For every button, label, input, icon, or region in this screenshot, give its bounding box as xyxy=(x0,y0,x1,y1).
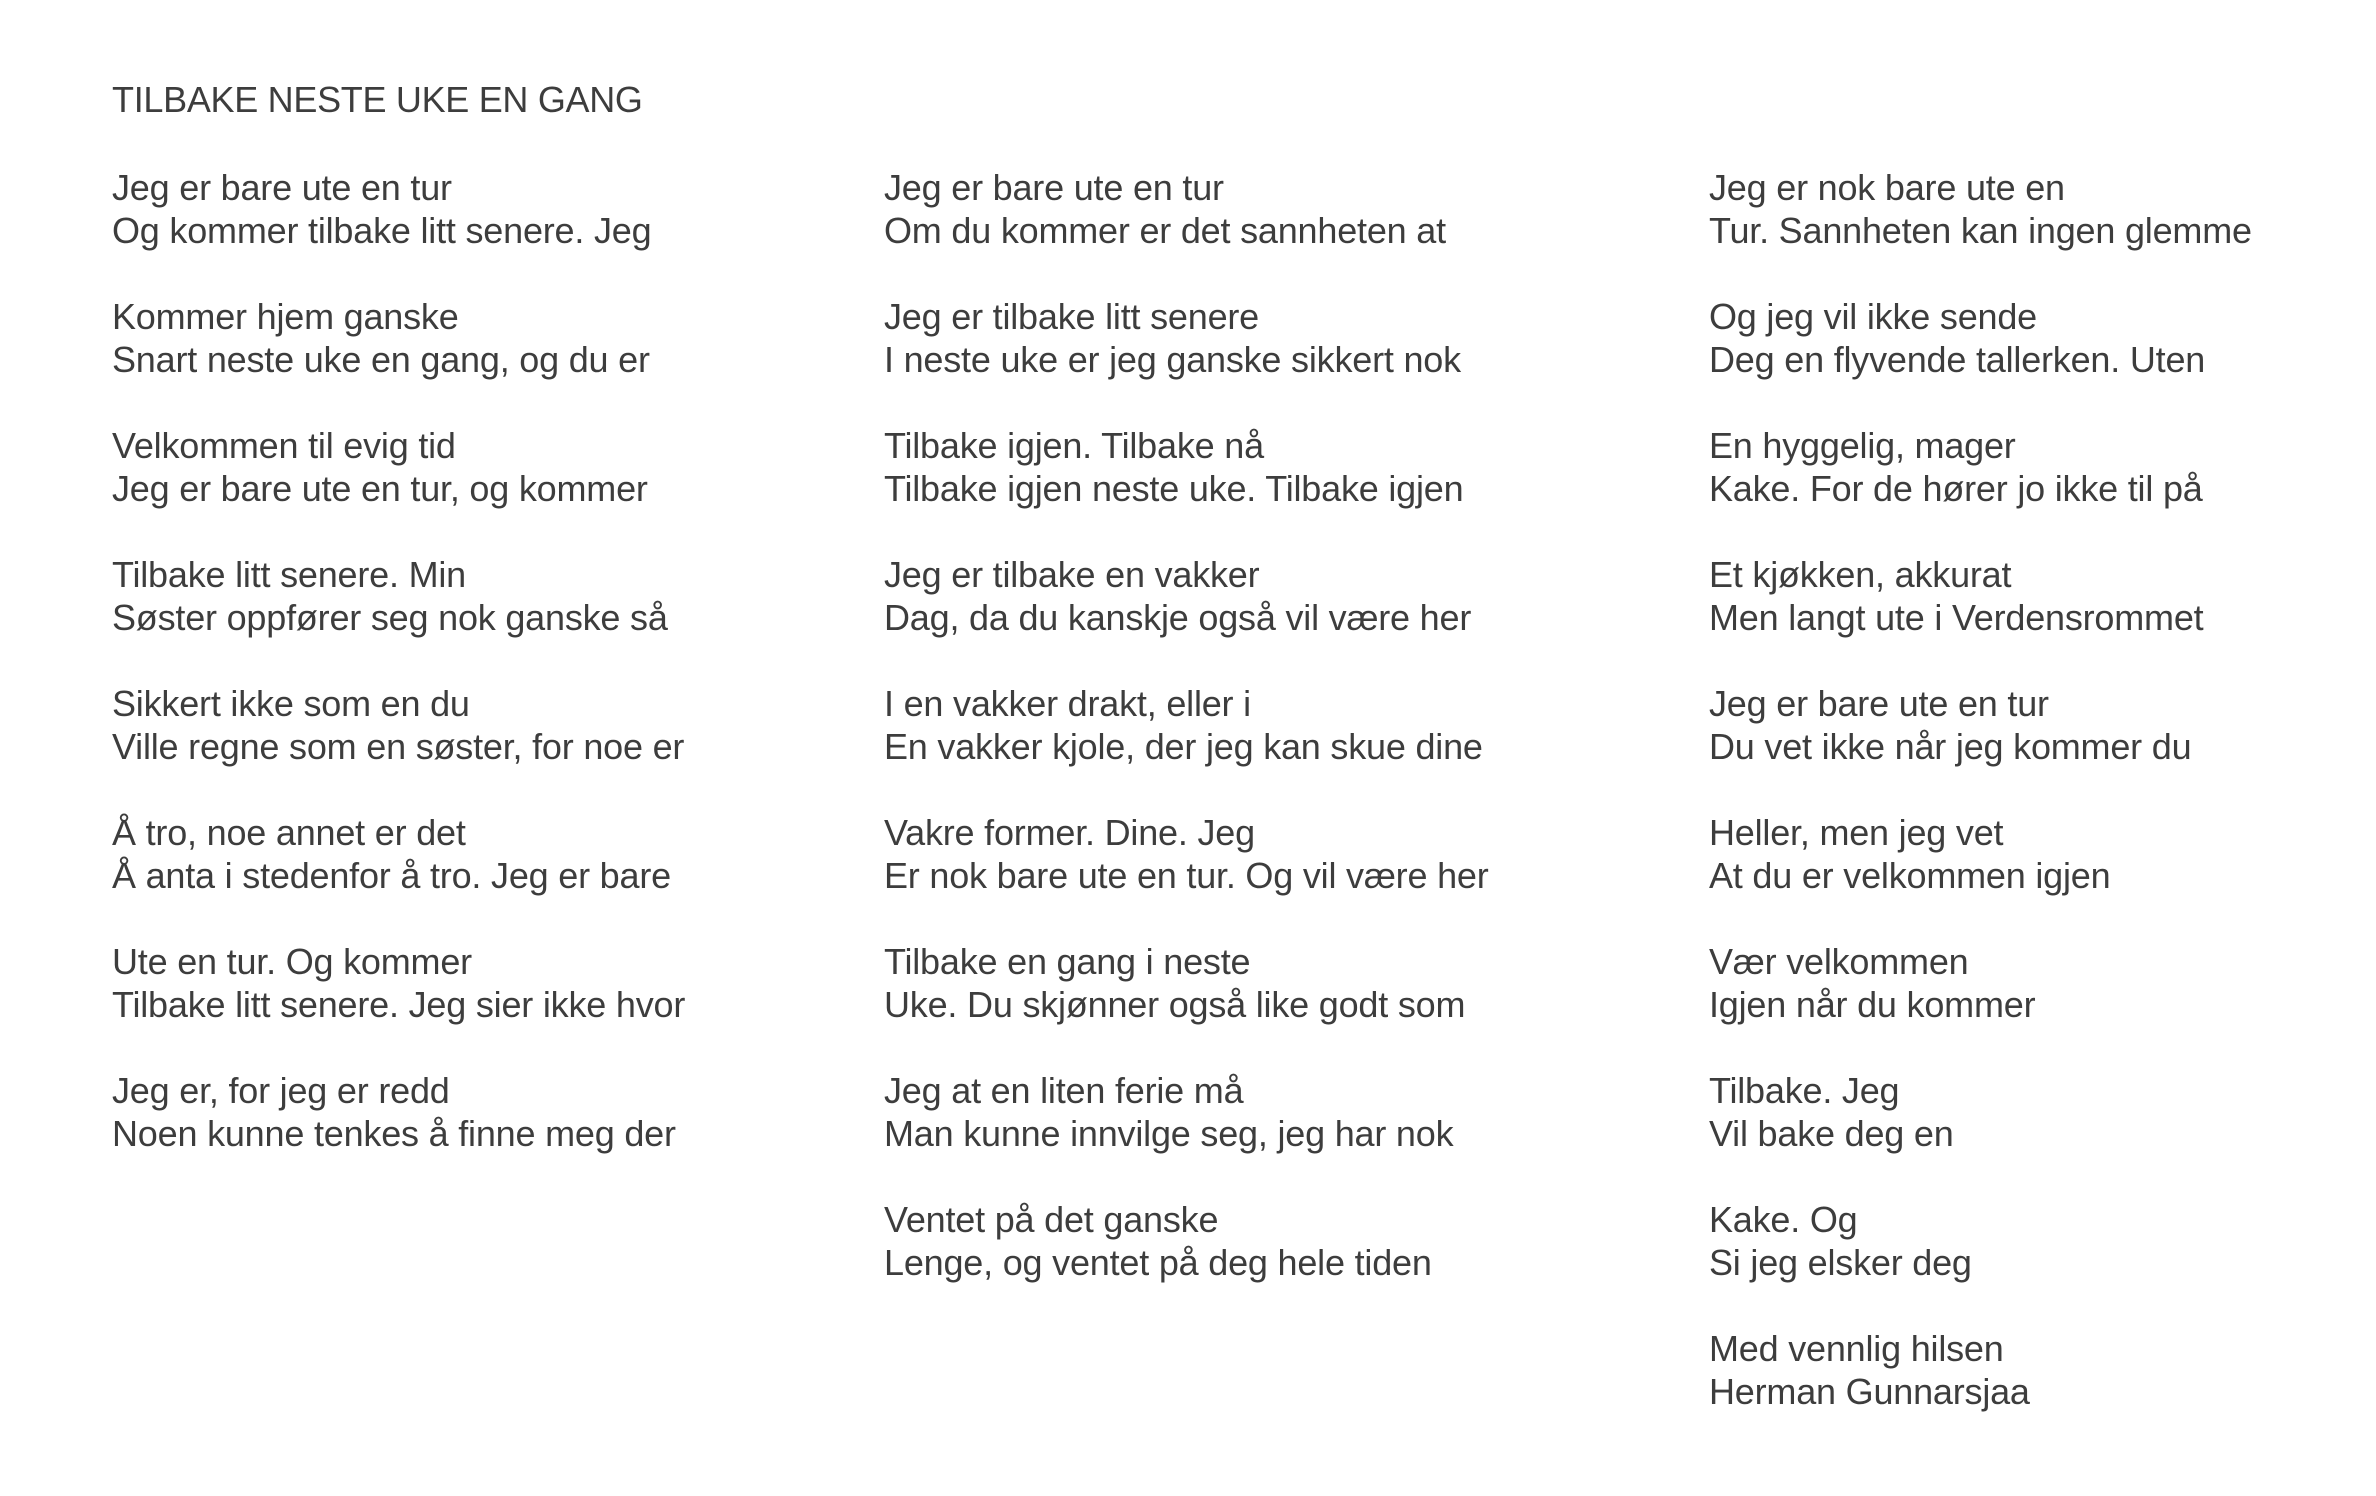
poem-line: Jeg er bare ute en tur xyxy=(112,167,452,208)
poem-line: Tilbake en gang i neste xyxy=(884,941,1251,982)
poem-line: Kommer hjem ganske xyxy=(112,296,459,337)
stanza xyxy=(884,1069,1489,1155)
poem-line: Sikkert ikke som en du xyxy=(112,683,470,724)
poem-line: Lenge, og ventet på deg hele tiden xyxy=(884,1242,1432,1283)
stanza xyxy=(1709,1198,2252,1284)
poem-line: Igjen når du kommer xyxy=(1709,984,2036,1025)
stanza xyxy=(1709,682,2252,768)
stanza xyxy=(884,811,1489,897)
stanza xyxy=(1709,1069,2252,1155)
poem-line: Vil bake deg en xyxy=(1709,1113,1954,1154)
poem-title: TILBAKE NESTE UKE EN GANG xyxy=(112,79,643,120)
poem-line: Jeg er tilbake en vakker xyxy=(884,554,1260,595)
stanza xyxy=(112,1069,685,1155)
poem-line: Jeg er bare ute en tur xyxy=(884,167,1224,208)
stanza xyxy=(112,811,685,897)
poem-line: Jeg er, for jeg er redd xyxy=(112,1070,450,1111)
poem-line: Si jeg elsker deg xyxy=(1709,1242,1972,1283)
poem-line: Tilbake. Jeg xyxy=(1709,1070,1900,1111)
poem-line: Deg en flyvende tallerken. Uten xyxy=(1709,339,2206,380)
poem-line: Ventet på det ganske xyxy=(884,1199,1219,1240)
poem-line: Velkommen til evig tid xyxy=(112,425,456,466)
poem-line: Er nok bare ute en tur. Og vil være her xyxy=(884,855,1489,896)
poem-line: I en vakker drakt, eller i xyxy=(884,683,1251,724)
poem-line: Å tro, noe annet er det xyxy=(112,812,466,853)
poem-line: Et kjøkken, akkurat xyxy=(1709,554,2012,595)
poem-line: Jeg er tilbake litt senere xyxy=(884,296,1259,337)
stanza xyxy=(884,295,1489,381)
stanza xyxy=(1709,811,2252,897)
poem-line: Uke. Du skjønner også like godt som xyxy=(884,984,1466,1025)
poem-column-1 xyxy=(112,166,685,1198)
poem-line: Og kommer tilbake litt senere. Jeg xyxy=(112,210,652,251)
poem-line: Heller, men jeg vet xyxy=(1709,812,2004,853)
stanza xyxy=(112,295,685,381)
poem-line: Jeg er bare ute en tur xyxy=(1709,683,2049,724)
stanza xyxy=(112,940,685,1026)
poem-line: Å anta i stedenfor å tro. Jeg er bare xyxy=(112,855,671,896)
poem-line: At du er velkommen igjen xyxy=(1709,855,2111,896)
poem-line: Vær velkommen xyxy=(1709,941,1969,982)
stanza xyxy=(884,940,1489,1026)
poem-line: Tilbake igjen neste uke. Tilbake igjen xyxy=(884,468,1464,509)
poem-line: Kake. Og xyxy=(1709,1199,1858,1240)
poem-line: Vakre former. Dine. Jeg xyxy=(884,812,1255,853)
stanza xyxy=(112,553,685,639)
stanza xyxy=(884,424,1489,510)
stanza xyxy=(1709,295,2252,381)
stanza xyxy=(884,1198,1489,1284)
poem-column-2 xyxy=(884,166,1489,1327)
stanza xyxy=(1709,424,2252,510)
poem-line: Ute en tur. Og kommer xyxy=(112,941,472,982)
stanza xyxy=(1709,166,2252,252)
poem-line: I neste uke er jeg ganske sikkert nok xyxy=(884,339,1461,380)
stanza xyxy=(112,166,685,252)
stanza xyxy=(884,553,1489,639)
poem-line: Du vet ikke når jeg kommer du xyxy=(1709,726,2192,767)
signature-block xyxy=(1709,1327,2252,1413)
poem-line: Men langt ute i Verdensrommet xyxy=(1709,597,2204,638)
poem-line: Jeg er bare ute en tur, og kommer xyxy=(112,468,648,509)
poem-line: Tilbake litt senere. Min xyxy=(112,554,467,595)
poem-line: Dag, da du kanskje også vil være her xyxy=(884,597,1472,638)
poem-column-3 xyxy=(1709,166,2252,1456)
stanza xyxy=(112,424,685,510)
stanza xyxy=(1709,940,2252,1026)
poem-line: En hyggelig, mager xyxy=(1709,425,2016,466)
poem-line: Og jeg vil ikke sende xyxy=(1709,296,2037,337)
closing-line: Med vennlig hilsen xyxy=(1709,1328,2004,1369)
poem-line: Om du kommer er det sannheten at xyxy=(884,210,1446,251)
stanza xyxy=(112,682,685,768)
poem-line: Kake. For de hører jo ikke til på xyxy=(1709,468,2203,509)
poem-line: Jeg er nok bare ute en xyxy=(1709,167,2065,208)
poem-line: En vakker kjole, der jeg kan skue dine xyxy=(884,726,1483,767)
stanza xyxy=(884,166,1489,252)
poem-line: Tilbake igjen. Tilbake nå xyxy=(884,425,1264,466)
poem-line: Noen kunne tenkes å finne meg der xyxy=(112,1113,676,1154)
poem-line: Man kunne innvilge seg, jeg har nok xyxy=(884,1113,1454,1154)
poem-line: Søster oppfører seg nok ganske så xyxy=(112,597,668,638)
poem-line: Snart neste uke en gang, og du er xyxy=(112,339,650,380)
poem-line: Tur. Sannheten kan ingen glemme xyxy=(1709,210,2252,251)
author-name: Herman Gunnarsjaa xyxy=(1709,1371,2030,1412)
stanza xyxy=(884,682,1489,768)
poem-line: Jeg at en liten ferie må xyxy=(884,1070,1244,1111)
poem-line: Ville regne som en søster, for noe er xyxy=(112,726,685,767)
poem-line: Tilbake litt senere. Jeg sier ikke hvor xyxy=(112,984,686,1025)
stanza xyxy=(1709,553,2252,639)
